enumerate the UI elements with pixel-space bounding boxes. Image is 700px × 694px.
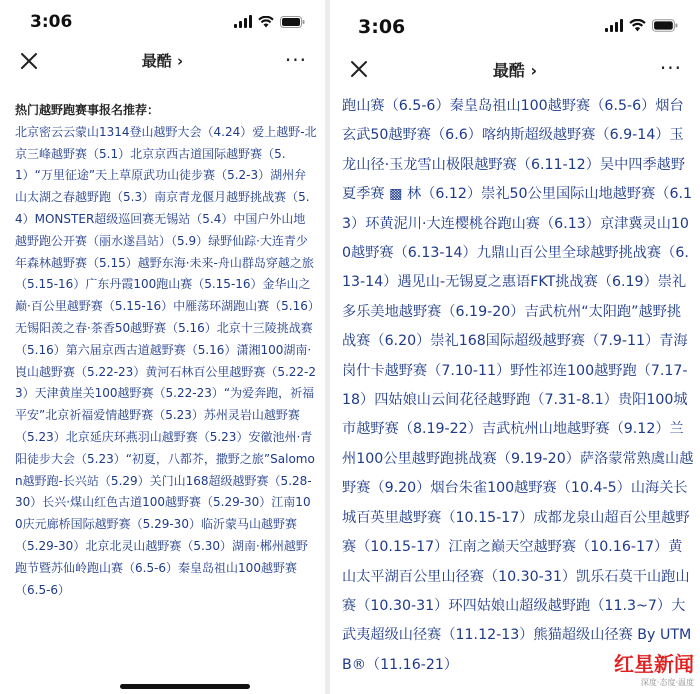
watermark-logo: 红星新闻 [614, 652, 694, 676]
status-bar [330, 0, 700, 44]
chevron-right-icon: › [530, 61, 538, 80]
status-bar [0, 0, 325, 44]
status-icons [605, 19, 678, 32]
more-icon[interactable]: ··· [659, 56, 682, 80]
battery-icon [652, 19, 678, 32]
race-list-text[interactable]: 北京密云云蒙山1314登山越野大会（4.24）爱上越野-北京三峰越野赛（5.1）北京京西古道国际越野赛（5.1）“万里征途”天上草原武功山徒步赛（5.2-3）湖州弁山太湖之春越野跑（5.3）南京青龙偃月越野挑战赛（5.4）MONSTER超级巡回赛无锡站（5.4）中国户外山地越野跑公开赛（丽水遂昌站）（5.9）绿野仙踪·大连青少年森林越野赛（5.15）越野东海·未来-舟山群岛穿越之旅（5.15-16）广东丹霞100跑山赛（5.15-16）金华山之巅·百公里越野赛（5.15-16）中雁荡环湖跑山赛（5.16）无锡阳羡之春·茶香50越野赛（5.16）北京十三陵挑战赛（5.16）第六届京西古道越野赛（5.16）潇湘100湖南·崀山越野赛（5.22-23）黄河石林百公里越野赛（5.22-23）天津黄崖关100越野赛（5.22-23）“为爱奔跑，祈福平安”北京祈福爱情越野赛（5.23）苏州灵岩山越野赛（5.23）北京延庆环燕羽山越野赛（5.23）安徽池州·青阳徒步大会（5.23）“初夏，八都芥，撒野之旅”Salomon越野跑-长兴站（5.29）关门山168超级越野赛（5.28-30）长兴·煤山红色古道100越野赛（5.29-30）江南100庆元廊桥国际越野赛（5.29-30）临沂蒙马山越野赛（5.29-30）北京北灵山越野赛（5.30）湖南·郴州越野跑节暨苏仙岭跑山赛（6.5-6）秦皇岛祖山100越野赛（6.5-6） [15, 124, 317, 597]
watermark-slogan: 深度·态度·温度 [640, 678, 694, 687]
race-list-text[interactable]: 跑山赛（6.5-6）秦皇岛祖山100越野赛（6.5-6）烟台玄武50越野赛（6.6）喀纳斯超级越野赛（6.9-14）玉龙山径·玉龙雪山极限越野赛（6.11-12）吴中四季越野夏季赛 ▩ 林（6.12）崇礼50公里国际山地越野赛（6.13）环黄泥川·大连樱桃谷跑山赛（6.13）京津冀灵山100越野赛（6.13-14）九鼎山百公里全球越野挑战赛（6.13-14）遇见山-无锡夏之惠语FKT挑战赛（6.19）崇礼多乐美地越野赛（6.19-20）吉武杭州“太阳跑”越野挑战赛（6.20）崇礼168国际超级越野赛（7.9-11）青海岗什卡越野赛（7.10-11）野性祁连100越野跑（7.17-18）四姑娘山云间花径越野跑（7.31-8.1）贵阳100城市越野赛（8.19-22）吉武杭州山地越野赛（9.12）兰州100公里越野跑挑战赛（9.19-20）萨洛蒙常熟虞山越野赛（9.20）烟台朱雀100越野赛（10.4-5）山海关长城百英里越野赛（10.15-17）成都龙泉山超百公里越野赛（10.15-17）江南之巅天空越野赛（10.16-17）黄山太平湖百公里山径赛（10.30-31）凯乐石莫干山跑山赛（10.30-31）环四姑娘山超级越野跑（11.3~7）大武夷超级山径赛（11.12-13）熊猫超级山径赛 By UTMB®（11.16-21） [342, 98, 694, 673]
nav-bar [330, 50, 700, 90]
status-time: 3:06 [30, 12, 73, 32]
chevron-right-icon: › [177, 52, 184, 70]
more-icon[interactable]: ··· [284, 48, 307, 72]
news-watermark [614, 648, 694, 688]
signal-icon [605, 19, 623, 32]
left-phone-screenshot [0, 0, 325, 694]
nav-title[interactable] [0, 50, 325, 71]
article-body [15, 100, 317, 601]
status-icons [234, 15, 305, 28]
nav-bar [0, 42, 325, 82]
article-body [342, 92, 694, 680]
wifi-icon [629, 19, 646, 32]
wifi-icon [258, 16, 274, 28]
signal-icon [234, 15, 252, 28]
home-indicator[interactable] [120, 684, 250, 689]
nav-title-text: 最酷 [141, 52, 172, 70]
status-time: 3:06 [358, 16, 406, 38]
nav-title-text: 最酷 [492, 61, 525, 80]
battery-icon [280, 16, 305, 28]
right-phone-screenshot [330, 0, 700, 694]
nav-title[interactable] [330, 58, 700, 81]
section-heading: 热门越野跑赛事报名推荐： [15, 103, 160, 117]
